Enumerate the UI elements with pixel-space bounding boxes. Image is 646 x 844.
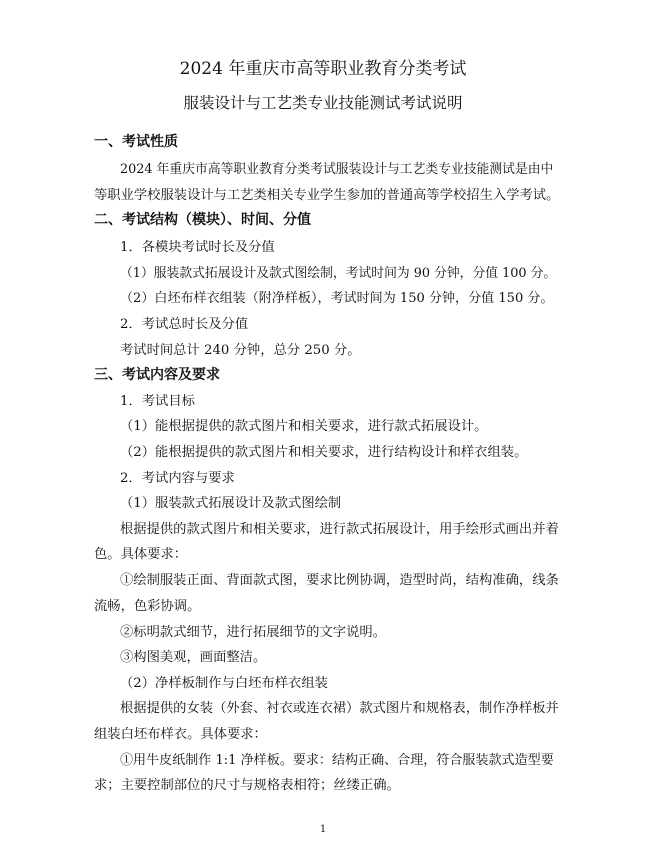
paragraph-line: 1．各模块考试时长及分值 xyxy=(120,240,275,255)
paragraph-line: 1．考试目标 xyxy=(120,394,195,409)
paragraph-line: ①用牛皮纸制作 1:1 净样板。要求：结构正确、合理，符合服装款式造型要 xyxy=(120,753,554,768)
page-number: 1 xyxy=(319,824,327,835)
paragraph-line: （1）能根据提供的款式图片和相关要求，进行款式拓展设计。 xyxy=(120,419,488,434)
paragraph-line: （2）白坯布样衣组装（附净样板），考试时间为 150 分钟，分值 150 分。 xyxy=(120,291,554,306)
paragraph-line: 等职业学校服装设计与工艺类相关专业学生参加的普通高等学校招生入学考试。 xyxy=(94,188,560,203)
paragraph-line: 2024 年重庆市高等职业教育分类考试服装设计与工艺类专业技能测试是由中 xyxy=(120,162,554,177)
paragraph-line: 根据提供的女装（外套、衬衣或连衣裙）款式图片和规格表，制作净样板并 xyxy=(120,701,559,716)
paragraph-line: 2．考试内容与要求 xyxy=(120,471,235,486)
paragraph-line: 流畅，色彩协调。 xyxy=(94,599,201,614)
paragraph-line: （1）服装款式拓展设计及款式图绘制 xyxy=(120,496,342,511)
paragraph-line: 2．考试总时长及分值 xyxy=(120,317,249,332)
paragraph-line: 色。具体要求： xyxy=(94,547,188,562)
paragraph-line: ②标明款式细节，进行拓展细节的文字说明。 xyxy=(120,625,386,640)
document-subtitle: 服装设计与工艺类专业技能测试考试说明 xyxy=(183,94,463,112)
section-heading: 一、考试性质 xyxy=(94,134,178,150)
paragraph-line: 求；主要控制部位的尺寸与规格表相符；丝缕正确。 xyxy=(94,778,400,793)
paragraph-line: （2）能根据提供的款式图片和相关要求，进行结构设计和样衣组装。 xyxy=(120,445,528,460)
paragraph-line: （1）服装款式拓展设计及款式图绘制，考试时间为 90 分钟，分值 100 分。 xyxy=(120,266,557,281)
section-heading: 三、考试内容及要求 xyxy=(94,367,220,383)
section-heading: 二、考试结构（模块）、时间、分值 xyxy=(94,212,311,228)
paragraph-line: 组装白坯布样衣。具体要求： xyxy=(94,727,267,742)
paragraph-line: ③构图美观，画面整洁。 xyxy=(120,650,267,665)
paragraph-line: 根据提供的款式图片和相关要求，进行款式拓展设计，用手绘形式画出并着 xyxy=(120,522,559,537)
paragraph-line: ①绘制服装正面、背面款式图，要求比例协调，造型时尚，结构准确，线条 xyxy=(120,573,559,588)
paragraph-line: （2）净样板制作与白坯布样衣组装 xyxy=(120,676,328,691)
paragraph-line: 考试时间总计 240 分钟，总分 250 分。 xyxy=(120,343,361,358)
document-title: 2024 年重庆市高等职业教育分类考试 xyxy=(179,59,467,79)
